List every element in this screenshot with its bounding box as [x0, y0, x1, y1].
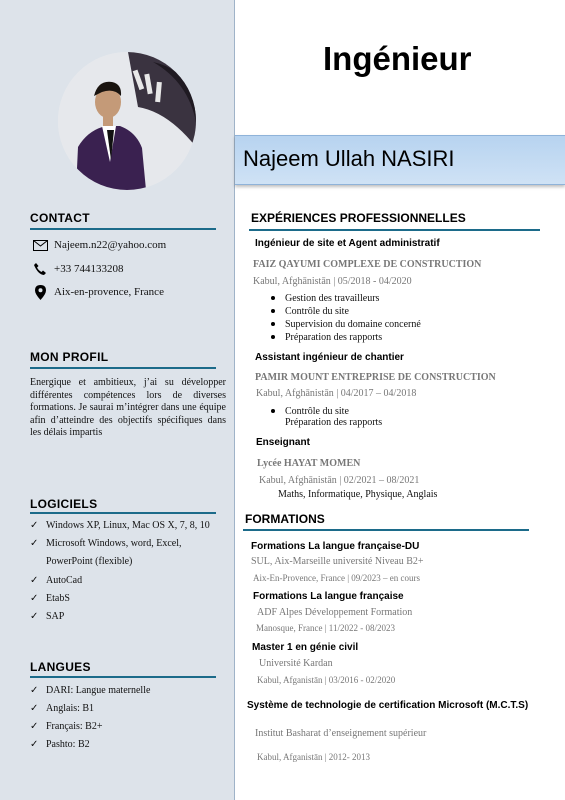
contact-email[interactable] [32, 238, 166, 252]
education-heading: FORMATIONS [245, 512, 325, 526]
software-item: ✓ AutoCad [30, 575, 83, 586]
language-item: ✓ Français: B2+ [30, 721, 103, 732]
checkmark-icon: ✓ [30, 703, 39, 714]
phone-icon [32, 262, 48, 276]
language-item: ✓ Pashto: B2 [30, 739, 90, 750]
languages-divider [30, 676, 216, 678]
job-company: PAMIR MOUNT ENTREPRISE DE CONSTRUCTION [255, 372, 496, 383]
education-meta: Kabul, Afganistān | 2012- 2013 [257, 752, 371, 762]
profile-text: Energique et ambitieux, j’ai su développer différentes compétences lors de diverses formations. Je saurai m’intégrer dans une équipe afin d’atteindre des objectifs spécifiques dans les délais impartis [30, 377, 226, 438]
duty-item-continued: Préparation des rapports [285, 417, 383, 428]
checkmark-icon: ✓ [30, 611, 39, 622]
envelope-icon [32, 238, 48, 252]
education-meta: Aix-En-Provence, France | 09/2023 – en cours [253, 573, 421, 583]
profile-photo-image [58, 52, 196, 190]
language-item: ✓ DARI: Langue maternelle [30, 685, 151, 696]
contact-divider [30, 228, 216, 230]
software-item: ✓ EtabS [30, 593, 70, 604]
bullet-icon [271, 335, 275, 339]
profile-heading: MON PROFIL [30, 350, 109, 364]
languages-heading: LANGUES [30, 660, 91, 674]
education-school: Institut Basharat d’enseignement supérieur [255, 728, 427, 739]
software-item: ✓ Microsoft Windows, word, Excel, [30, 538, 182, 549]
bullet-icon [271, 322, 275, 326]
job-subjects: Maths, Informatique, Physique, Anglais [278, 489, 438, 500]
languages-list [30, 685, 150, 757]
software-divider [30, 512, 216, 514]
education-title: Système de technologie de certification Microsoft (M.C.T.S) [247, 700, 529, 711]
contact-phone[interactable] [32, 262, 123, 276]
profile-photo [58, 52, 196, 190]
job-title: Enseignant [256, 437, 310, 448]
experience-divider [249, 229, 540, 231]
bullet-icon [271, 409, 275, 413]
language-item: ✓ Anglais: B1 [30, 703, 95, 714]
page-title: Ingénieur [323, 40, 472, 77]
job-company: FAIZ QAYUMI COMPLEXE DE CONSTRUCTION [253, 259, 482, 270]
duty-item: Supervision du domaine concerné [271, 318, 421, 331]
education-meta: Manosque, France | 11/2022 - 08/2023 [256, 623, 395, 633]
education-title: Master 1 en génie civil [252, 642, 359, 653]
software-list [30, 520, 210, 629]
checkmark-icon: ✓ [30, 538, 39, 549]
education-meta: Kabul, Afganistān | 03/2016 - 02/2020 [257, 675, 396, 685]
contact-email-text: Najeem.n22@yahoo.com [54, 239, 167, 251]
software-item: ✓ Windows XP, Linux, Mac OS X, 7, 8, 10 [30, 520, 210, 531]
job-meta: Kabul, Afghānistān | 05/2018 - 04/2020 [253, 276, 412, 287]
contact-heading: CONTACT [30, 211, 90, 225]
contact-phone-text: +33 744133208 [54, 263, 124, 275]
job-title: Ingénieur de site et Agent administratif [255, 238, 440, 249]
job-company: Lycée HAYAT MOMEN [257, 458, 361, 469]
experience-heading: EXPÉRIENCES PROFESSIONNELLES [251, 211, 466, 225]
software-heading: LOGICIELS [30, 497, 98, 511]
education-title: Formations La langue française [253, 591, 404, 602]
bullet-icon [271, 309, 275, 313]
duty-item: Contrôle du site [271, 305, 421, 318]
education-title: Formations La langue française-DU [251, 541, 420, 552]
duty-item: Contrôle du site [271, 405, 349, 418]
duty-item: Préparation des rapports [271, 331, 421, 344]
education-school: ADF Alpes Développement Formation [257, 607, 413, 618]
profile-divider [30, 367, 216, 369]
checkmark-icon: ✓ [30, 739, 39, 750]
checkmark-icon: ✓ [30, 520, 39, 531]
location-pin-icon [32, 285, 48, 299]
software-item: ✓ SAP [30, 611, 65, 622]
job-duties [271, 292, 421, 344]
education-divider [243, 529, 529, 531]
duty-item: Gestion des travailleurs [271, 292, 421, 305]
checkmark-icon: ✓ [30, 575, 39, 586]
software-item-continued: PowerPoint (flexible) [46, 556, 133, 567]
job-meta: Kabul, Afghānistān | 02/2021 – 08/2021 [259, 475, 420, 486]
job-title: Assistant ingénieur de chantier [255, 352, 404, 363]
candidate-name: Najeem Ullah NASIRI [243, 146, 455, 171]
education-school: SUL, Aix-Marseille université Niveau B2+ [251, 556, 424, 567]
checkmark-icon: ✓ [30, 593, 39, 604]
education-school: Université Kardan [259, 658, 333, 669]
contact-location [32, 285, 164, 299]
bullet-icon [271, 296, 275, 300]
job-meta: Kabul, Afghānistān | 04/2017 – 04/2018 [256, 388, 417, 399]
contact-location-text: Aix-en-provence, France [54, 286, 164, 298]
checkmark-icon: ✓ [30, 685, 39, 696]
checkmark-icon: ✓ [30, 721, 39, 732]
